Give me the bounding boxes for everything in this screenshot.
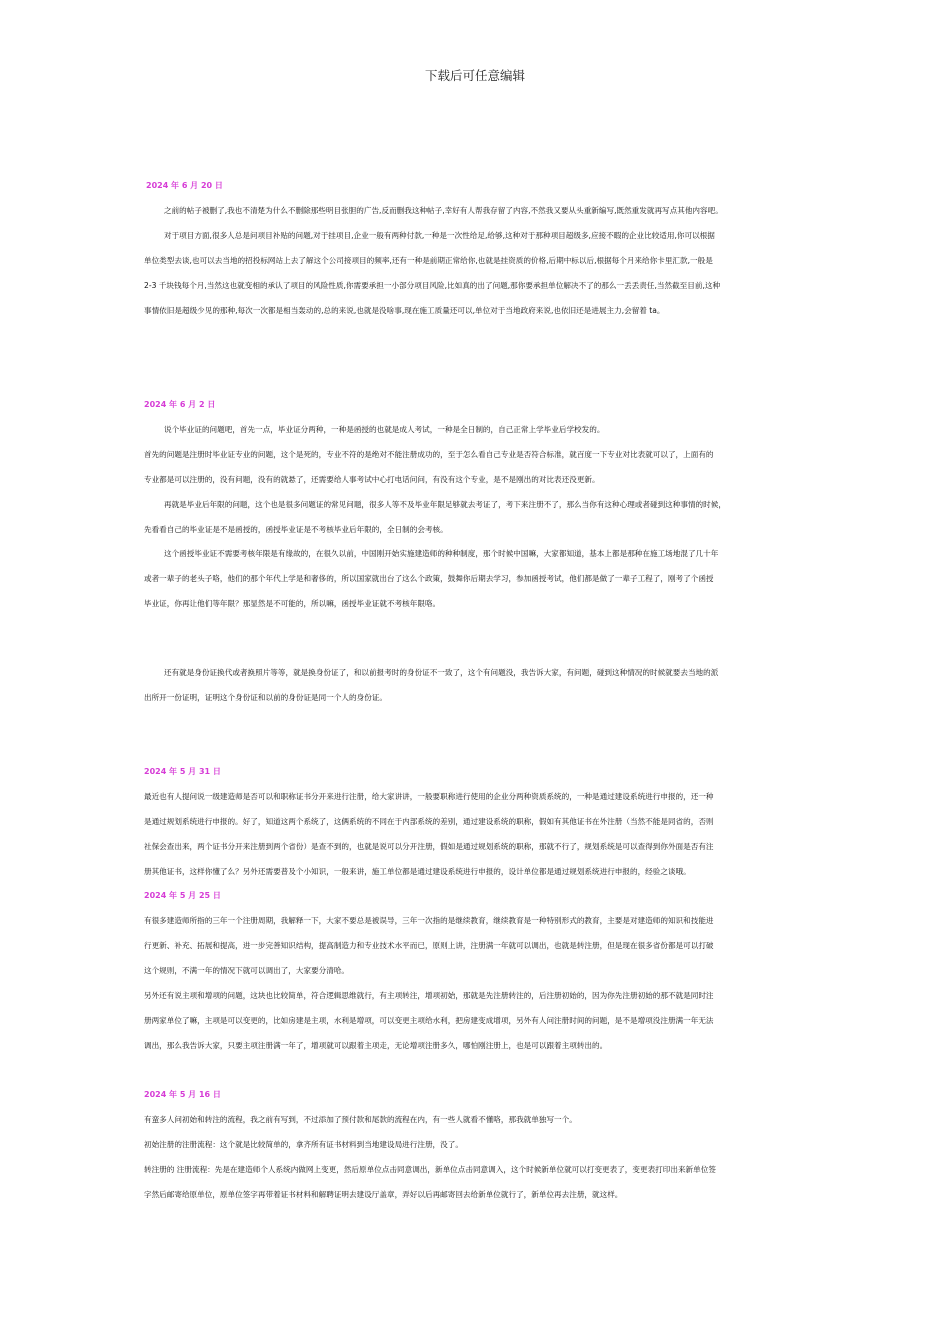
paragraph-line: 册其他证书，这样你懂了么？另外还需要普及个小知识，一般来讲，施工单位都是通过建设系统进行申报的，设计单位都是通过规划系统进行申报的，经验之谈哦。 (144, 867, 691, 876)
paragraph-line: 这个函授毕业证不需要考核年限是有缘故的，在很久以前，中国刚开始实施建造师的种种制度，那个时候中国嘛，大家都知道，基本上都是那种在施工场地混了几十年 (164, 549, 719, 558)
paragraph-line: 行更新、补充、拓展和提高，进一步完善知识结构，提高制造力和专业技术水平而已，原则上讲，注册满一年就可以调出，也就是转注册，但是现在很多省份都是可以打破 (144, 941, 714, 950)
paragraph-line: 2-3 千块钱每个月,当然这也就变相的承认了项目的风险性质,你需要承担一小部分项目风险,比如真的出了问题,那你要承担单位解决不了的那么一丢丢责任,当然截至目前,这种 (144, 281, 721, 290)
paragraph-line: 对于项目方面,很多人总是问项目补贴的问题,对于挂项目,企业一般有两种付款,一种是一次性给足,给够,这种对于那种项目超级多,应接不暇的企业比较适用,你可以根据 (164, 231, 715, 240)
paragraph-line: 单位类型去谈,也可以去当地的招投标网站上去了解这个公司接项目的频率,还有一种是前期正常给你,也就是挂资质的价格,后期中标以后,根据每个月来给你卡里汇款,一般是 (144, 256, 713, 265)
paragraph-line: 是通过规划系统进行申报的。好了，知道这两个系统了，这俩系统的不同在于内部系统的差别，通过建设系统的职称，假如有其他证书在外注册（当然不能是同省的，否则 (144, 817, 714, 826)
section-date: 2024 年 5 月 31 日 (144, 767, 221, 776)
paragraph-line: 另外还有说主项和增项的问题，这块也比较简单，符合逻辑思维就行，有主项转注，增项初始，那就是先注册转注的，后注册初始的，因为你先注册初始的那不就是同时注 (144, 991, 714, 1000)
section-date: 2024 年 5 月 25 日 (144, 891, 221, 900)
section-date: 2024 年 5 月 16 日 (144, 1090, 221, 1099)
paragraph-line: 专业都是可以注册的，没有问题，没有的就悬了，还需要给人事考试中心打电话问问，有没有这个专业，是不是刚出的对比表还没更新。 (144, 475, 600, 484)
paragraph-line: 社保会查出来，两个证书分开来注册到两个省份）是查不到的，也就是说可以分开注册，假如是通过规划系统的职称，那就不行了，规划系统是可以查得到你外面是否有注 (144, 842, 714, 851)
paragraph-line: 这个规则，不满一年的情况下就可以调出了，大家要分清哈。 (144, 966, 350, 975)
paragraph-line: 最近也有人提问说一级建造师是否可以和职称证书分开来进行注册，给大家讲讲，一般要职称进行使用的企业分两种资质系统的，一种是通过建设系统进行申报的，还一种 (144, 792, 714, 801)
paragraph-line: 之前的帖子被删了,我也不清楚为什么不删除那些明目张胆的广告,反而删我这种帖子,幸好有人帮我存留了内容,不然我又要从头重新编写,既然重发就再写点其他内容吧。 (164, 206, 723, 215)
paragraph-line: 转注册的 注册流程：先是在建造师个人系统内做网上变更，然后原单位点击同意调出，新单位点击同意调入，这个时候新单位就可以打变更表了，变更表打印出来新单位签 (144, 1165, 716, 1174)
section-date: 2024 年 6 月 2 日 (144, 400, 216, 409)
paragraph-line: 调出，那么我告诉大家，只要主项注册满一年了，增项就可以跟着主项走，无论增项注册多久，哪怕刚注册上，也是可以跟着主项转出的。 (144, 1041, 608, 1050)
paragraph-line: 说个毕业证的问题吧，首先一点，毕业证分两种，一种是函授的也就是成人考试，一种是全日制的，自己正常上学毕业后学校发的。 (164, 425, 605, 434)
paragraph-line: 事情依旧是超级少见的那种,每次一次都是相当轰动的,总的来说,也就是没啥事,现在施工质量还可以,单位对于当地政府来说,也依旧还是进展主力,会留着 ta。 (144, 306, 665, 315)
paragraph-line: 册两家单位了嘛，主项是可以变更的，比如房建是主项，水利是增项，可以变更主项给水利，把房建变成增项，另外有人问注册时间的问题，是不是增项没注册满一年无法 (144, 1016, 714, 1025)
paragraph-line: 或者一辈子的老头子咯，他们的那个年代上学是和奢侈的，所以国家就出台了这么个政策，鼓舞你后期去学习，参加函授考试，他们都是做了一辈子工程了，刚考了个函授 (144, 574, 714, 583)
paragraph-line: 字然后邮寄给原单位，原单位签字再带着证书材料和解聘证明去建设厅盖章，弄好以后再邮寄回去给新单位就行了，新单位再去注册，就这样。 (144, 1190, 623, 1199)
page-header: 下载后可任意编辑 (424, 68, 525, 83)
paragraph-line: 初始注册的注册流程：这个就是比较简单的，拿齐所有证书材料到当地建设局进行注册，没了。 (144, 1140, 463, 1149)
paragraph-line: 首先的问题是注册时毕业证专业的问题，这个是死的，专业不符的是绝对不能注册成功的，至于怎么看自己专业是否符合标准，就百度一下专业对比表就可以了，上面有的 (144, 450, 714, 459)
paragraph-line: 还有就是身份证换代或者换照片等等，就是换身份证了，和以前报考时的身份证不一致了，这个有问题没，我告诉大家，有问题，碰到这种情况的时候就要去当地的派 (164, 668, 719, 677)
paragraph-line: 有蛮多人问初始和转注的流程，我之前有写到，不过添加了预付款和尾款的流程在内，有一些人就看不懂咯，那我就单独写一个。 (144, 1115, 577, 1124)
paragraph-line: 再就是毕业后年限的问题，这个也是很多问题证的常见问题，很多人等不及毕业年限足够就去考证了，考下来注册不了，那么当你有这种心理或者碰到这种事情的时候， (164, 500, 726, 509)
section-date: 2024 年 6 月 20 日 (146, 181, 223, 190)
paragraph-line: 毕业证，你再让他们等年限？那显然是不可能的，所以嘛，函授毕业证就不考核年限咯。 (144, 599, 441, 608)
paragraph-line: 先看看自己的毕业证是不是函授的，函授毕业证是不考核毕业后年限的，全日制的会考核。 (144, 525, 448, 534)
paragraph-line: 有很多建造师所指的三年一个注册周期，我解释一下，大家不要总是被误导，三年一次指的是继续教育，继续教育是一种特别形式的教育，主要是对建造师的知识和技能进 (144, 916, 714, 925)
paragraph-line: 出所开一份证明，证明这个身份证和以前的身份证是同一个人的身份证。 (144, 693, 387, 702)
